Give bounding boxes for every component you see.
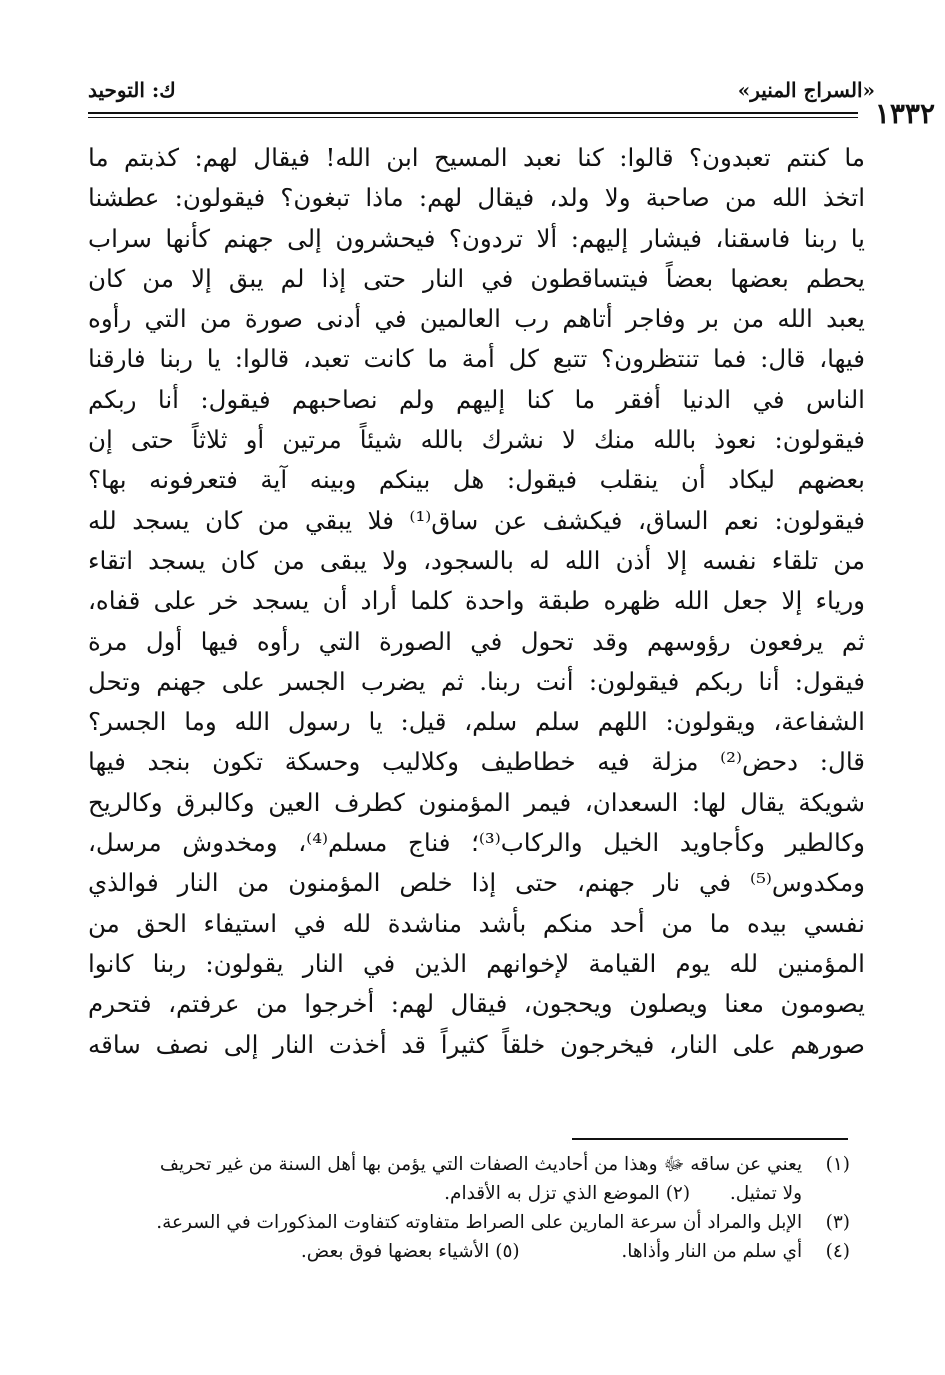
text-line: المؤمنين لله يوم القيامة لإخوانهم الذين في النار يقولون: ربنا كانوا	[88, 948, 865, 978]
book-title: «السراج المنير»	[737, 78, 875, 102]
footnote-text: الموضع الذي تزل به الأقدام.	[444, 1183, 660, 1204]
footnote-1-cont	[88, 1179, 850, 1208]
text-line: الشفاعة، ويقولون: اللهم سلم سلم، قيل: يا رسول الله وما الجسر؟	[88, 707, 865, 737]
text-line: وكالطير وكأجاويد الخيل والركاب⁽³⁾؛ فناج مسلم⁽⁴⁾، ومخدوش مرسل،	[88, 828, 865, 858]
text-line: ومكدوس⁽⁵⁾ في نار جهنم، حتى إذا خلص المؤمنون من النار فوالذي	[88, 868, 865, 898]
footnote-text: يعني عن ساقه ﷻ وهذا من أحاديث الصفات التي يؤمن بها أهل السنة من غير تحريف	[159, 1154, 803, 1175]
text-line: نفسي بيده ما من أحد منكم بأشد مناشدة لله في استيفاء الحق من	[88, 908, 865, 938]
footnote-number: (٣)	[825, 1212, 850, 1233]
text-line: فيقول: أنا ربكم فيقولون: أنت ربنا. ثم يضرب الجسر على جهنم وتحل	[88, 666, 865, 696]
footnote-1	[88, 1150, 850, 1179]
text-line: الناس في الدنيا أفقر ما كنا إليهم ولم نصاحبهم فيقول: أنا ربكم	[88, 384, 865, 414]
text-line: شويكة يقال لها: السعدان، فيمر المؤمنون كطرف العين وكالبرق وكالريح	[88, 787, 865, 817]
footnote-text: الإبل والمراد أن سرعة المارين على الصراط متفاوته كتفاوت المذكورات في السرعة.	[156, 1212, 803, 1233]
text-line: يحطم بعضها بعضاً فيتساقطون في النار حتى إذا لم يبق إلا من كان	[88, 263, 865, 293]
footnote-number: (٤)	[825, 1241, 850, 1262]
text-line: قال: دحض⁽²⁾ مزلة فيه خطاطيف وكلاليب وحسكة تكون بنجد فيها	[88, 747, 865, 777]
page-header	[88, 78, 935, 130]
text-line: فيقولون: نعم الساق، فيكشف عن ساق⁽¹⁾ فلا يبقي من كان يسجد لله	[88, 505, 865, 535]
main-text	[88, 138, 865, 1065]
footnote-text: ولا تمثيل.	[729, 1183, 803, 1204]
footnote-number: (٢)	[665, 1183, 691, 1204]
footnote-number: (٥)	[495, 1241, 520, 1262]
text-line: ثم يرفعون رؤوسهم وقد تحول في الصورة التي رأوه فيها أول مرة	[88, 626, 865, 656]
footnotes	[88, 1150, 850, 1266]
text-line: ما كنتم تعبدون؟ قالوا: كنا نعبد المسيح ابن الله! فيقال لهم: كذبتم ما	[88, 143, 865, 172]
text-line: من تلقاء نفسه إلا أذن الله له بالسجود، ولا يبقى من كان يسجد اتقاء	[88, 545, 865, 575]
header-rule-thin	[88, 117, 858, 118]
text-line: صورهم على النار، فيخرجون خلقاً كثيراً قد أخذت النار إلى نصف ساقه	[88, 1029, 865, 1059]
footnote-text: الأشياء بعضها فوق بعض.	[300, 1241, 490, 1262]
page-number: ١٣٣٢	[874, 97, 935, 130]
text-line: اتخذ الله من صاحبة ولا ولد، فيقال لهم: ماذا تبغون؟ فيقولون: عطشنا	[88, 183, 865, 213]
footnote-text: أي سلم من النار وأذاها.	[621, 1241, 803, 1262]
footnote-number: (١)	[825, 1154, 850, 1175]
header-rule	[88, 112, 858, 114]
text-line: يا ربنا فاسقنا، فيشار إليهم: ألا تردون؟ فيحشرون إلى جهنم كأنها سراب	[88, 223, 865, 253]
footnote-4	[88, 1237, 850, 1266]
text-line: يصومون معنا ويصلون ويحجون، فيقال لهم: أخرجوا من عرفتم، فتحرم	[88, 989, 865, 1019]
footnote-rule	[572, 1138, 848, 1140]
text-line: يعبد الله من بر وفاجر أتاهم رب العالمين في أدنى صورة من التي رأوه	[88, 304, 865, 334]
text-line: فيقولون: نعوذ بالله منك لا نشرك بالله شيئاً مرتين أو ثلاثاً حتى إن	[88, 425, 865, 455]
text-line: بعضهم ليكاد أن ينقلب فيقول: هل بينكم وبينه آية فتعرفونه بها؟	[88, 465, 865, 495]
footnote-3	[88, 1208, 850, 1237]
text-line: ورياء إلا جعل الله ظهره طبقة واحدة كلما أراد أن يسجد خر على قفاه،	[88, 586, 865, 616]
section-title: ك: التوحيد	[88, 78, 176, 102]
text-line: فيها، قال: فما تنتظرون؟ تتبع كل أمة ما كانت تعبد، قالوا: يا ربنا فارقنا	[88, 344, 865, 374]
